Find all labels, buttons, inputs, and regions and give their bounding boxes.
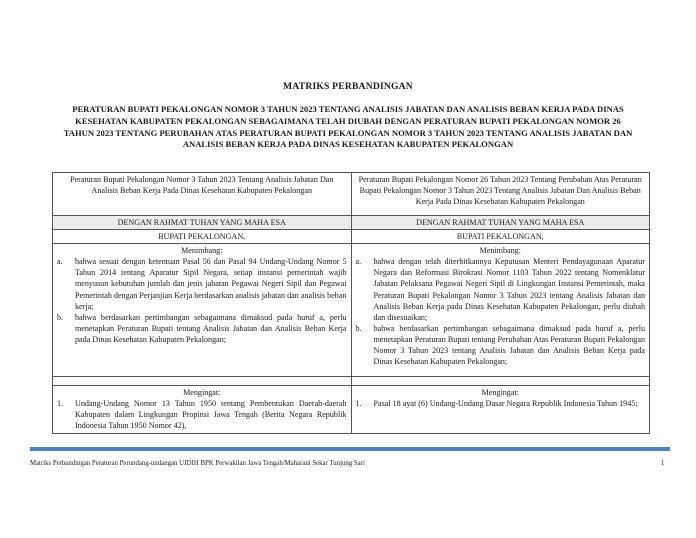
list-text: bahwa dengan telah diterbitkannya Keputusan Menteri Pendayagunaan Aparatur Negara dan Reformasi Birokrasi Nomor 1103 Tahun 2022 tentang Nomenklatur Jabatan Pelaksana Pegawai Negeri Sipil di Lingkungan Instansi Pemerintah, maka Peraturan Bupati Pekalongan Nomor 3 Tahun 2023 tentang Analisis Jabatan dan Analisis Beban Kerja pada Dinas Kesehatan Kabupaten Pekalongan, perlu diubah dan disesuaikan; (373, 257, 645, 322)
right-rahmat: DENGAN RAHMAT TUHAN YANG MAHA ESA (351, 216, 650, 230)
list-item (356, 256, 646, 323)
list-marker: 1. (57, 399, 64, 409)
list-item (356, 398, 646, 409)
left-mengingat-cell (53, 386, 352, 433)
list-item (57, 312, 347, 345)
bupati-row (53, 230, 650, 244)
footer-text: Matriks Perbandingan Peraturan Perundang-undangan UJDIH BPK Perwakilan Jawa Tengah/Maharani Sekar Tunjung Sari (30, 460, 365, 467)
comparison-table (52, 172, 650, 434)
list-marker: 1. (355, 399, 362, 409)
page-number: 1 (661, 460, 665, 467)
left-spacer (53, 377, 352, 386)
list-text: bahwa sesuai dengan ketentuan Pasal 56 dan Pasal 94 Undang-Undang Nomor 5 Tahun 2014 tentang Aparatur Sipil Negara, setiap instansi pemerintah wajib menyusun kebutuhan jumlah dan jenis jabatan Pegawai Negeri Sipil dan Pegawai Pemerintah dengan Perjanjian Kerja berdasarkan analisis jabatan dan analisis beban kerja; (75, 257, 347, 311)
list-text: Undang-Undang Nomor 13 Tahun 1950 tentang Pembentukan Daerah-daerah Kabupaten dalam Lingkungan Propinsi Jawa Tengah (Berita Negara Republik Indonesia Tahun 1950 Nomor 42), (75, 399, 347, 431)
right-menimbang-cell (351, 244, 650, 377)
list-item (57, 256, 347, 311)
list-text: bahwa berdasarkan pertimbangan sebagaimana dimaksud pada huruf a, perlu menetapkan Peraturan Bupati tentang Perubahan Atas Peraturan Bupati Pekalongan Nomor 3 Tahun 2023 tentang Analisis Jabatan dan Analisis Beban Kerja pada Dinas Kesehatan Kabupaten Pekalongan; (373, 323, 645, 367)
left-menimbang-list (57, 256, 347, 345)
left-rahmat: DENGAN RAHMAT TUHAN YANG MAHA ESA (53, 216, 352, 230)
right-menimbang-label: Menimbang: (479, 246, 521, 256)
right-spacer (351, 377, 650, 386)
document-title: MATRIKS PERBANDINGAN (283, 81, 413, 92)
list-marker: b. (355, 323, 362, 333)
table-header-row (53, 173, 650, 216)
right-bupati: BUPATI PEKALONGAN, (351, 230, 650, 244)
rahmat-row (53, 216, 650, 230)
left-menimbang-cell (53, 244, 352, 377)
list-item (57, 398, 347, 431)
left-menimbang-label: Menimbang: (181, 246, 223, 256)
footer-divider (30, 447, 670, 451)
menimbang-row (53, 244, 650, 377)
right-mengingat-label: Mengingat: (481, 388, 519, 398)
mengingat-row (53, 386, 650, 433)
list-text: Pasal 18 ayat (6) Undang-Undang Dasar Negara Republik Indonesia Tahun 1945; (373, 399, 638, 409)
right-header: Peraturan Bupati Pekalongan Nomor 26 Tahun 2023 Tentang Perubahan Atas Peraturan Bupati Pekalongan Nomor 3 Tahun 2023 Tentang Analisis Jabatan Dan Analisis Beban Kerja Pada Dinas Kesehatan Kabupaten Pekalongan (351, 173, 650, 216)
document-subtitle: PERATURAN BUPATI PEKALONGAN NOMOR 3 TAHUN 2023 TENTANG ANALISIS JABATAN DAN ANALISIS BEBAN KERJA PADA DINAS KESEHATAN KABUPATEN PEKALONGAN SEBAGAIMANA TELAH DIUBAH DENGAN PERATURAN BUPATI PEKALONGAN NOMOR 26 TAHUN 2023 TENTANG PERUBAHAN ATAS PERATURAN BUPATI PEKALONGAN NOMOR 3 TAHUN 2023 TENTANG ANALISIS JABATAN DAN ANALISIS BEBAN KERJA PADA DINAS KESEHATAN KABUPATEN PEKALONGAN (63, 104, 633, 150)
left-header: Peraturan Bupati Pekalongan Nomor 3 Tahun 2023 Tentang Analisis Jabatan Dan Analisis Beban Kerja Pada Dinas Kesehatan Kabupaten Pekalongan (53, 173, 352, 216)
spacer-row (53, 377, 650, 386)
left-mengingat-label: Mengingat: (183, 388, 221, 398)
list-marker: a. (57, 257, 63, 267)
list-text: bahwa berdasarkan pertimbangan sebagaimana dimaksud pada huruf a, perlu menetapkan Peraturan Bupati tentang Analisis Jabatan dan Analisis Beban Kerja pada Dinas Kesehatan Kabupaten Pekalongan; (75, 312, 347, 344)
right-mengingat-list (356, 398, 646, 409)
right-menimbang-list (356, 256, 646, 367)
left-mengingat-list (57, 398, 347, 431)
list-item (356, 323, 646, 367)
left-bupati: BUPATI PEKALONGAN, (53, 230, 352, 244)
list-marker: b. (57, 312, 64, 322)
list-marker: a. (355, 257, 362, 267)
right-mengingat-cell (351, 386, 650, 433)
